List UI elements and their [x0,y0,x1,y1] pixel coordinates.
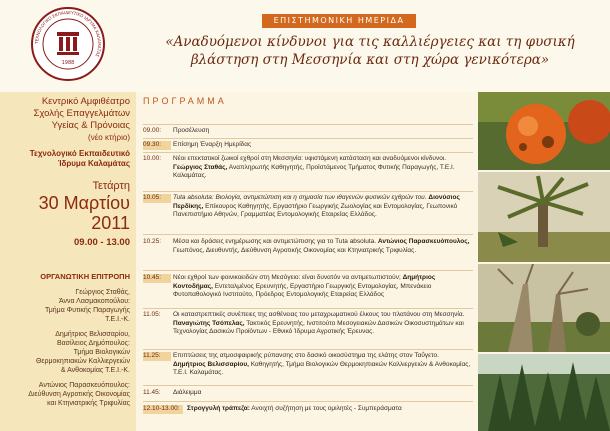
committee-line: και Κτηνιατρικής Τριφυλίας [47,400,130,407]
venue-block [0,96,130,169]
venue-line: Κεντρικό Αμφιθέατρο [41,96,130,107]
date-year: 2011 [91,213,130,233]
program-item [143,194,473,232]
organizing-committee-title: ΟΡΓΑΝΩΤΙΚΗ ΕΠΙΤΡΟΠΗ [40,272,130,281]
program-text: Νέοι επεκτατικοί ζωικοί εχθροί στη Μεσσηνία: υφιστάμενη κατάσταση και αναδυόμενοι κίνδυνοι. [173,155,447,162]
program-item [143,311,473,347]
program-time: 10.25: [143,238,162,245]
organizing-committee [0,272,130,408]
speaker-name: Αντώνιος Παρασκευόπουλος, [377,238,470,245]
program-time: 09.30: [143,141,171,150]
committee-line: Θερμοκηπιακών Καλλιεργειών [35,358,130,365]
speaker-name: Γεώργιος Σταθάς, [173,163,228,171]
speaker-detail: Ανοιχτή συζήτηση με τους ομιλητές - Συμπεράσματα [249,405,402,412]
program-time: 10.00: [143,155,162,162]
program-item [143,352,473,380]
program-description [173,274,471,300]
speaker-detail: Καθηγητής, Τμήμα Βιολογικών Θερμοκηπιακών Καλλιεργειών & Ανθοκομίας, Τ.Ε.Ι. Καλαμάτας. [173,360,471,376]
program-text: Οι καταστρεπτικές συνέπειες της ασθένειας του μεταχρωματικού έλκους του πλατάνου στη Μεσσηνία. [173,311,465,318]
program-description [173,238,471,255]
program-item [143,405,473,415]
plane-tree-photo [478,264,610,352]
program-item [143,389,473,399]
program-description [187,405,471,414]
logo-ring-text: ΤΕΧΝΟΛΟΓΙΚΟ ΕΚΠΑΙΔΕΥΤΙΚΟ ΙΔΡΥΜΑ ΚΑΛΑΜΑΤΑΣ [33,9,103,58]
program-time: 10.05: [143,194,171,203]
date-weekday: Τετάρτη [92,180,130,192]
photo-column [478,92,610,431]
program-item [143,155,473,189]
fir-forest-photo [478,354,610,431]
tomato-photo [478,92,610,170]
program-time: 11.05: [143,311,161,318]
program-item [143,238,473,266]
committee-line: Διεύθυνση Αγροτικής Οικονομίας [28,391,130,398]
institution-line: Ίδρυμα Καλαμάτας [57,159,130,168]
venue-line: Υγείας & Πρόνοιας [51,120,130,131]
venue-line: Σχολής Επαγγελμάτων [33,108,130,119]
speaker-name: Στρογγυλή τράπεζα: [187,405,250,412]
event-title-line-1: «Αναδυόμενοι κίνδυνοι για τις καλλιέργειες και τη φυσική [165,34,575,50]
committee-line: Άννα Λασμακοπούλου: [59,298,130,305]
institution-logo [30,6,106,82]
program-text: Tuta absoluta: Βιολογία, αντιμετώπιση και η σημασία των ιθαγενών φυσικών εχθρών του. [173,194,427,201]
speaker-detail: Γεωπόνος, Διευθυντής, Διεύθυνση Αγροτικής Οικονομίας και Κτηνιατρικής Τριφυλίας. [173,246,417,254]
program-title: ΠΡΟΓΡΑΜΜΑ [143,96,227,106]
speaker-name: Δημήτριος Βελισσαρίου, [173,360,249,368]
program-time: 09.00: [143,127,162,134]
committee-line: & Ανθοκομίας Τ.Ε.Ι.-Κ. [60,367,130,374]
program-item [143,274,473,308]
program-item [143,141,473,151]
institution-line: Τεχνολογικό Εκπαιδευτικό [29,149,130,158]
speaker-detail: Εντεταλμένος Ερευνητής, Εργαστήριο Γεωργικής Εντομολογίας, Μπενάκειο Φυτοπαθολογικό Ινστιτούτο, Πρόεδρος Εντομολογικής Εταιρείας Ελλάδος [173,282,432,298]
speaker-detail: Αναπληρωτής Καθηγητής, Προϊστάμενος Τμήματος Φυτικής Παραγωγής, Τ.Ε.Ι. Καλαμάτας. [173,163,455,179]
palm-tree-photo [478,172,610,262]
speaker-name: Διονύσιος Περδίκης, [173,194,460,210]
committee-line: Αντώνιος Παρασκευόπουλος: [38,382,130,389]
event-title-line-2: βλάστηση στη Μεσσηνία και στη χώρα γενικότερα» [190,52,550,68]
program-time: 10.45: [143,274,171,283]
committee-line: Βασίλειος Δημόπουλος: [56,340,130,347]
committee-line: Τμήμα Βιολογικών [73,349,130,356]
date-day-month: 30 Μαρτίου [38,193,130,213]
venue-note: (νέο κτήριο) [88,133,130,142]
program-text: Διάλειμμα [173,389,202,396]
program-text: Επίσημη Έναρξη Ημερίδας [173,141,252,148]
program-description [173,311,471,337]
committee-line: Δημήτριος Βελισσαρίου, [55,331,130,338]
program-header [143,96,473,110]
event-title [154,33,586,69]
program-time: 11.25: [143,352,171,361]
institution-name [0,149,130,169]
event-time: 09.00 - 13.00 [74,237,130,248]
program-text: Προσέλευση [173,127,210,134]
program-time: 11.45: [143,389,161,396]
logo-year: 1988 [61,60,75,66]
committee-line: Τμήμα Φυτικής Παραγωγής [44,307,130,314]
program-time: 12.10-13.00: [143,405,183,414]
program-text: Επιπτώσεις της ατμοσφαιρικής ρύπανσης στο δασικό οικοσύστημα της ελάτης στον Ταΰγετο. [173,352,439,359]
speaker-detail: Επίκουρος Καθηγητής, Εργαστήριο Γεωργικής Ζωολογίας και Εντομολογίας, Γεωπονικό Πανεπιστήμιο Αθηνών, Γραμματέας Εντομολογικής Εταιρείας Ελλάδος. [173,202,458,218]
program-text: Νέοι εχθροί των φοινικοειδών στη Μεσόγειο: είναι δυνατόν να αντιμετωπιστούν; [173,274,401,281]
program-description [173,352,471,378]
program-description [173,155,471,181]
program-description [173,194,471,220]
program-text: Μέσα και δράσεις ενημέρωσης και αντιμετώπισης για το Tuta absoluta. [173,238,377,245]
speaker-name: Δημήτριος Κοντοδήμας, [173,274,436,290]
committee-line: Γεώργιος Σταθάς, [75,289,130,296]
speaker-name: Παναγιώτης Τσόπελας, [173,319,245,327]
program-item [143,127,473,137]
event-type-label: ΕΠΙΣΤΗΜΟΝΙΚΗ ΗΜΕΡΙΔΑ [262,14,416,28]
committee-line: Τ.Ε.Ι.-Κ. [105,316,130,323]
speaker-detail: Τακτικός Ερευνητής, Ινστιτούτο Μεσογειακών Δασικών Οικοσυστημάτων και Τεχνολογίας Δασικών Προϊόντων - Εθνικό Ίδρυμα Αγροτικής Έρευνας. [173,319,464,335]
